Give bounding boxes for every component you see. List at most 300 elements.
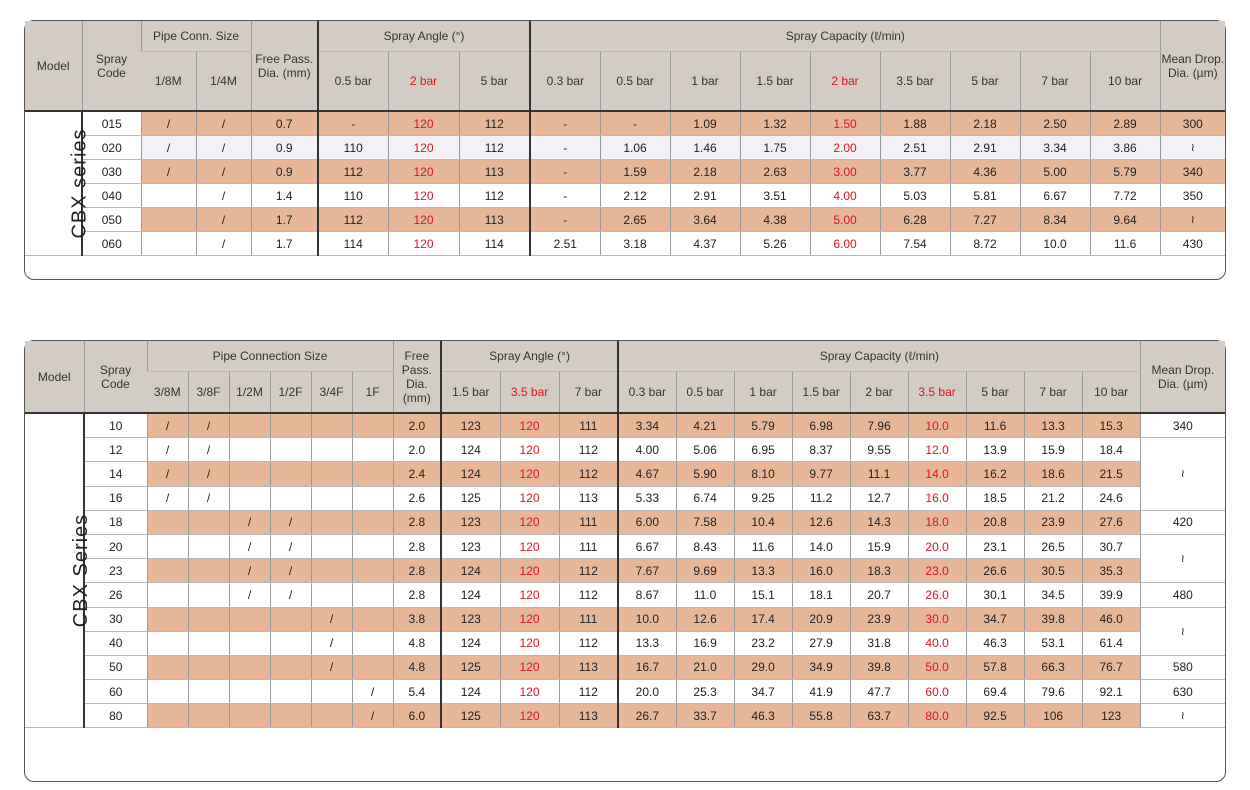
capacity-cell: 15.3 (1082, 413, 1140, 438)
pipe-cell: / (352, 704, 393, 728)
pipe-cell: / (196, 160, 251, 184)
pipe-cell (270, 462, 311, 486)
pipe-cell (229, 438, 270, 462)
table-row (25, 232, 1225, 256)
capacity-cell: 50.0 (908, 655, 966, 679)
pipe-cell (352, 462, 393, 486)
header-capacity-col: 10 bar (1090, 52, 1160, 112)
pipe-cell (270, 486, 311, 510)
capacity-cell: 7.67 (618, 559, 676, 583)
spray-code-cell: 12 (84, 438, 147, 462)
pipe-cell (188, 680, 229, 704)
capacity-cell: 3.34 (618, 413, 676, 438)
capacity-cell: 30.7 (1082, 534, 1140, 558)
mean-drop-cell: 300 (1160, 111, 1225, 136)
capacity-cell: 92.1 (1082, 680, 1140, 704)
header-spray-code: Spray Code (82, 21, 141, 111)
angle-cell: 113 (459, 208, 530, 232)
spray-code-cell: 60 (84, 680, 147, 704)
capacity-cell: 12.6 (676, 607, 734, 631)
capacity-cell: 15.9 (850, 534, 908, 558)
capacity-cell: 5.03 (880, 184, 950, 208)
header-mean-drop: Mean Drop. Dia. (µm) (1140, 341, 1225, 413)
capacity-cell: 60.0 (908, 680, 966, 704)
capacity-cell: 14.0 (792, 534, 850, 558)
angle-cell: 120 (500, 631, 559, 655)
capacity-cell: 3.64 (670, 208, 740, 232)
capacity-cell: 18.6 (1024, 462, 1082, 486)
capacity-cell: 20.9 (792, 607, 850, 631)
angle-cell: 112 (459, 111, 530, 136)
pipe-cell: / (352, 680, 393, 704)
angle-cell: 112 (559, 438, 618, 462)
header-angle-col: 7 bar (559, 372, 618, 414)
spray-code-cell: 80 (84, 704, 147, 728)
capacity-cell: 41.9 (792, 680, 850, 704)
table-row (25, 184, 1225, 208)
angle-cell: 111 (559, 413, 618, 438)
capacity-cell: 26.5 (1024, 534, 1082, 558)
angle-cell: 120 (388, 208, 459, 232)
capacity-cell: - (530, 184, 600, 208)
header-pipe-col: 1/2M (229, 372, 270, 414)
pipe-cell (147, 680, 188, 704)
angle-cell: 120 (500, 583, 559, 607)
pipe-cell: / (196, 111, 251, 136)
capacity-cell: 5.06 (676, 438, 734, 462)
capacity-cell: 4.67 (618, 462, 676, 486)
capacity-cell: 8.34 (1020, 208, 1090, 232)
capacity-cell: 6.98 (792, 413, 850, 438)
mean-drop-cell: 480 (1140, 583, 1225, 607)
pipe-cell (229, 704, 270, 728)
free-pass-cell: 4.8 (393, 631, 441, 655)
spec-table-2 (25, 341, 1225, 728)
capacity-cell: 7.96 (850, 413, 908, 438)
pipe-cell (352, 607, 393, 631)
capacity-cell: 24.6 (1082, 486, 1140, 510)
spray-code-cell: 14 (84, 462, 147, 486)
capacity-cell: 34.7 (734, 680, 792, 704)
capacity-cell: 2.18 (950, 111, 1020, 136)
header-capacity-col: 1 bar (734, 372, 792, 414)
capacity-cell: - (530, 136, 600, 160)
angle-cell: 123 (441, 510, 500, 534)
angle-cell: 112 (559, 583, 618, 607)
table-row (25, 704, 1225, 728)
capacity-cell: 76.7 (1082, 655, 1140, 679)
angle-cell: 124 (441, 680, 500, 704)
capacity-cell: 2.00 (810, 136, 880, 160)
pipe-cell (352, 583, 393, 607)
capacity-cell: 18.3 (850, 559, 908, 583)
spray-code-cell: 030 (82, 160, 141, 184)
capacity-cell: 1.59 (600, 160, 670, 184)
mean-drop-cell: ≀ (1140, 607, 1225, 655)
header-pipe-col: 3/8M (147, 372, 188, 414)
pipe-cell: / (311, 631, 352, 655)
capacity-cell: 27.9 (792, 631, 850, 655)
capacity-cell: 35.3 (1082, 559, 1140, 583)
capacity-cell: 7.54 (880, 232, 950, 256)
header-capacity-col: 1.5 bar (740, 52, 810, 112)
capacity-cell: 25.3 (676, 680, 734, 704)
angle-cell: 123 (441, 534, 500, 558)
mean-drop-cell: 630 (1140, 680, 1225, 704)
capacity-cell: 34.7 (966, 607, 1024, 631)
capacity-cell: 5.33 (618, 486, 676, 510)
capacity-cell: 10.4 (734, 510, 792, 534)
spray-code-cell: 40 (84, 631, 147, 655)
pipe-cell: / (229, 559, 270, 583)
capacity-cell: 4.38 (740, 208, 810, 232)
capacity-cell: 11.0 (676, 583, 734, 607)
capacity-cell: 5.79 (734, 413, 792, 438)
capacity-cell: 15.1 (734, 583, 792, 607)
capacity-cell: 10.0 (1020, 232, 1090, 256)
table-row (25, 583, 1225, 607)
pipe-cell (311, 486, 352, 510)
pipe-cell (352, 655, 393, 679)
capacity-cell: 3.77 (880, 160, 950, 184)
capacity-cell: 31.8 (850, 631, 908, 655)
capacity-cell: 63.7 (850, 704, 908, 728)
header-capacity-col: 7 bar (1020, 52, 1090, 112)
capacity-cell: 11.6 (966, 413, 1024, 438)
header-capacity-col: 5 bar (950, 52, 1020, 112)
capacity-cell: 11.6 (1090, 232, 1160, 256)
capacity-cell: 66.3 (1024, 655, 1082, 679)
capacity-cell: 3.00 (810, 160, 880, 184)
pipe-cell (311, 680, 352, 704)
header-capacity-col: 2 bar (810, 52, 880, 112)
table-row (25, 486, 1225, 510)
capacity-cell: 21.5 (1082, 462, 1140, 486)
angle-cell: 112 (559, 680, 618, 704)
capacity-cell: 53.1 (1024, 631, 1082, 655)
angle-cell: 124 (441, 462, 500, 486)
model-label (25, 413, 93, 728)
capacity-cell: 18.0 (908, 510, 966, 534)
capacity-cell: 3.18 (600, 232, 670, 256)
mean-drop-cell: ≀ (1160, 136, 1225, 160)
angle-cell: 111 (559, 607, 618, 631)
mean-drop-cell: 340 (1160, 160, 1225, 184)
header-pipe-col: 3/4F (311, 372, 352, 414)
capacity-cell: 18.4 (1082, 438, 1140, 462)
capacity-cell: 23.1 (966, 534, 1024, 558)
capacity-cell: 17.4 (734, 607, 792, 631)
capacity-cell: 14.3 (850, 510, 908, 534)
mean-drop-cell: 430 (1160, 232, 1225, 256)
angle-cell: 114 (459, 232, 530, 256)
capacity-cell: 23.9 (1024, 510, 1082, 534)
mean-drop-cell: 420 (1140, 510, 1225, 534)
capacity-cell: 2.63 (740, 160, 810, 184)
capacity-cell: 20.0 (618, 680, 676, 704)
capacity-cell: 1.88 (880, 111, 950, 136)
capacity-cell: 8.67 (618, 583, 676, 607)
angle-cell: 120 (500, 438, 559, 462)
capacity-cell: 3.34 (1020, 136, 1090, 160)
angle-cell: 111 (559, 534, 618, 558)
pipe-cell: / (229, 534, 270, 558)
capacity-cell: 46.3 (966, 631, 1024, 655)
mean-drop-cell: ≀ (1160, 208, 1225, 232)
pipe-cell (141, 232, 196, 256)
header-spray-capacity: Spray Capacity (ℓ/min) (530, 21, 1160, 52)
capacity-cell: 46.3 (734, 704, 792, 728)
spray-code-cell: 16 (84, 486, 147, 510)
capacity-cell: 23.2 (734, 631, 792, 655)
capacity-cell: 123 (1082, 704, 1140, 728)
capacity-cell: 4.00 (810, 184, 880, 208)
capacity-cell: 5.81 (950, 184, 1020, 208)
capacity-cell: 3.51 (740, 184, 810, 208)
angle-cell: 125 (441, 655, 500, 679)
angle-cell: 112 (459, 136, 530, 160)
header-pipe-conn: Pipe Conn. Size (141, 21, 251, 52)
pipe-cell (229, 413, 270, 438)
header-pipe-col: 1/2F (270, 372, 311, 414)
capacity-cell: 6.95 (734, 438, 792, 462)
free-pass-cell: 0.9 (251, 160, 318, 184)
capacity-cell: 2.91 (950, 136, 1020, 160)
header-pipe-col: 1F (352, 372, 393, 414)
angle-cell: 113 (559, 486, 618, 510)
pipe-cell (311, 704, 352, 728)
pipe-cell (270, 607, 311, 631)
capacity-cell: 20.7 (850, 583, 908, 607)
angle-cell: 112 (559, 559, 618, 583)
pipe-cell (270, 680, 311, 704)
pipe-cell (311, 413, 352, 438)
angle-cell: 120 (500, 680, 559, 704)
pipe-cell (270, 655, 311, 679)
spray-code-cell: 060 (82, 232, 141, 256)
pipe-cell: / (188, 413, 229, 438)
free-pass-cell: 2.8 (393, 534, 441, 558)
capacity-cell: 5.00 (810, 208, 880, 232)
capacity-cell: 9.64 (1090, 208, 1160, 232)
capacity-cell: 1.32 (740, 111, 810, 136)
header-spray-angle: Spray Angle (°) (318, 21, 530, 52)
angle-cell: 124 (441, 631, 500, 655)
capacity-cell: 16.0 (908, 486, 966, 510)
spray-code-cell: 020 (82, 136, 141, 160)
capacity-cell: 4.37 (670, 232, 740, 256)
pipe-cell (188, 510, 229, 534)
pipe-cell (311, 559, 352, 583)
angle-cell: 111 (559, 510, 618, 534)
capacity-cell: 10.0 (908, 413, 966, 438)
capacity-cell: 8.43 (676, 534, 734, 558)
free-pass-cell: 2.8 (393, 583, 441, 607)
angle-cell: 113 (459, 160, 530, 184)
table-row (25, 607, 1225, 631)
capacity-cell: 92.5 (966, 704, 1024, 728)
pipe-cell: / (188, 462, 229, 486)
angle-cell: 112 (318, 208, 388, 232)
free-pass-cell: 2.0 (393, 413, 441, 438)
capacity-cell: 6.00 (618, 510, 676, 534)
table-row (25, 510, 1225, 534)
capacity-cell: 4.00 (618, 438, 676, 462)
capacity-cell: 13.3 (1024, 413, 1082, 438)
capacity-cell: 16.0 (792, 559, 850, 583)
pipe-cell (229, 486, 270, 510)
table-row (25, 160, 1225, 184)
capacity-cell: 16.9 (676, 631, 734, 655)
mean-drop-cell: 340 (1140, 413, 1225, 438)
capacity-cell: 26.6 (966, 559, 1024, 583)
capacity-cell: 40.0 (908, 631, 966, 655)
angle-cell: 120 (500, 510, 559, 534)
header-spray-angle: Spray Angle (°) (441, 341, 618, 372)
angle-cell: 120 (388, 136, 459, 160)
capacity-cell: 9.77 (792, 462, 850, 486)
pipe-cell: / (147, 486, 188, 510)
pipe-cell (352, 631, 393, 655)
capacity-cell: 30.5 (1024, 559, 1082, 583)
capacity-cell: 13.3 (734, 559, 792, 583)
free-pass-cell: 2.8 (393, 559, 441, 583)
capacity-cell: 8.10 (734, 462, 792, 486)
pipe-cell (141, 184, 196, 208)
capacity-cell: 26.7 (618, 704, 676, 728)
capacity-cell: 57.8 (966, 655, 1024, 679)
spray-code-cell: 18 (84, 510, 147, 534)
header-angle-col: 3.5 bar (500, 372, 559, 414)
header-capacity-col: 0.3 bar (618, 372, 676, 414)
mean-drop-cell: 580 (1140, 655, 1225, 679)
table-row (25, 534, 1225, 558)
angle-cell: 120 (500, 413, 559, 438)
capacity-cell: 6.28 (880, 208, 950, 232)
free-pass-cell: 5.4 (393, 680, 441, 704)
capacity-cell: - (530, 208, 600, 232)
capacity-cell: 1.46 (670, 136, 740, 160)
table-row (25, 136, 1225, 160)
capacity-cell: 9.25 (734, 486, 792, 510)
pipe-cell (311, 510, 352, 534)
pipe-cell: / (270, 559, 311, 583)
capacity-cell: 2.51 (880, 136, 950, 160)
capacity-cell: 16.7 (618, 655, 676, 679)
pipe-cell (188, 583, 229, 607)
capacity-cell: 13.3 (618, 631, 676, 655)
pipe-cell: / (147, 438, 188, 462)
header-angle-col: 1.5 bar (441, 372, 500, 414)
header-pipe-col: 1/4M (196, 52, 251, 112)
mean-drop-cell: 350 (1160, 184, 1225, 208)
header-model: Model (25, 341, 84, 413)
pipe-cell: / (147, 462, 188, 486)
pipe-cell: / (270, 534, 311, 558)
capacity-cell: 6.00 (810, 232, 880, 256)
capacity-cell: 16.2 (966, 462, 1024, 486)
capacity-cell: 10.0 (618, 607, 676, 631)
capacity-cell: 7.72 (1090, 184, 1160, 208)
spray-code-cell: 50 (84, 655, 147, 679)
table-row (25, 413, 1225, 438)
table-row (25, 559, 1225, 583)
header-capacity-col: 1.5 bar (792, 372, 850, 414)
capacity-cell: 23.0 (908, 559, 966, 583)
free-pass-cell: 6.0 (393, 704, 441, 728)
spec-table-small (24, 20, 1226, 280)
angle-cell: 120 (388, 232, 459, 256)
header-capacity-col: 0.5 bar (676, 372, 734, 414)
capacity-cell: 7.27 (950, 208, 1020, 232)
pipe-cell: / (188, 438, 229, 462)
capacity-cell: 6.67 (618, 534, 676, 558)
capacity-cell: 1.50 (810, 111, 880, 136)
pipe-cell (311, 583, 352, 607)
free-pass-cell: 2.4 (393, 462, 441, 486)
capacity-cell: 20.8 (966, 510, 1024, 534)
pipe-cell: / (270, 510, 311, 534)
capacity-cell: 4.21 (676, 413, 734, 438)
header-pipe-conn: Pipe Connection Size (147, 341, 393, 372)
spray-code-cell: 10 (84, 413, 147, 438)
capacity-cell: 8.72 (950, 232, 1020, 256)
pipe-cell (147, 559, 188, 583)
pipe-cell (141, 208, 196, 232)
pipe-cell: / (311, 655, 352, 679)
capacity-cell: - (530, 111, 600, 136)
header-spray-code: Spray Code (84, 341, 147, 413)
capacity-cell: 14.0 (908, 462, 966, 486)
free-pass-cell: 3.8 (393, 607, 441, 631)
free-pass-cell: 2.6 (393, 486, 441, 510)
pipe-cell: / (229, 583, 270, 607)
pipe-cell: / (196, 208, 251, 232)
pipe-cell (147, 607, 188, 631)
angle-cell: 125 (441, 704, 500, 728)
angle-cell: 120 (388, 160, 459, 184)
pipe-cell (352, 486, 393, 510)
spray-code-cell: 23 (84, 559, 147, 583)
capacity-cell: 79.6 (1024, 680, 1082, 704)
model-label (25, 111, 91, 256)
spray-code-cell: 040 (82, 184, 141, 208)
capacity-cell: 34.5 (1024, 583, 1082, 607)
capacity-cell: 46.0 (1082, 607, 1140, 631)
table-row (25, 631, 1225, 655)
capacity-cell: 5.79 (1090, 160, 1160, 184)
capacity-cell: 21.0 (676, 655, 734, 679)
pipe-cell (311, 462, 352, 486)
capacity-cell: 34.9 (792, 655, 850, 679)
mean-drop-cell: ≀ (1140, 534, 1225, 582)
angle-cell: - (318, 111, 388, 136)
pipe-cell (188, 631, 229, 655)
pipe-cell: / (270, 583, 311, 607)
angle-cell: 124 (441, 583, 500, 607)
pipe-cell (229, 631, 270, 655)
capacity-cell: 12.0 (908, 438, 966, 462)
angle-cell: 112 (459, 184, 530, 208)
capacity-cell: 11.1 (850, 462, 908, 486)
angle-cell: 110 (318, 184, 388, 208)
pipe-cell (352, 413, 393, 438)
capacity-cell: 30.1 (966, 583, 1024, 607)
free-pass-cell: 1.7 (251, 208, 318, 232)
capacity-cell: 106 (1024, 704, 1082, 728)
angle-cell: 120 (500, 462, 559, 486)
header-free-pass: Free Pass. Dia. (mm) (393, 341, 441, 413)
